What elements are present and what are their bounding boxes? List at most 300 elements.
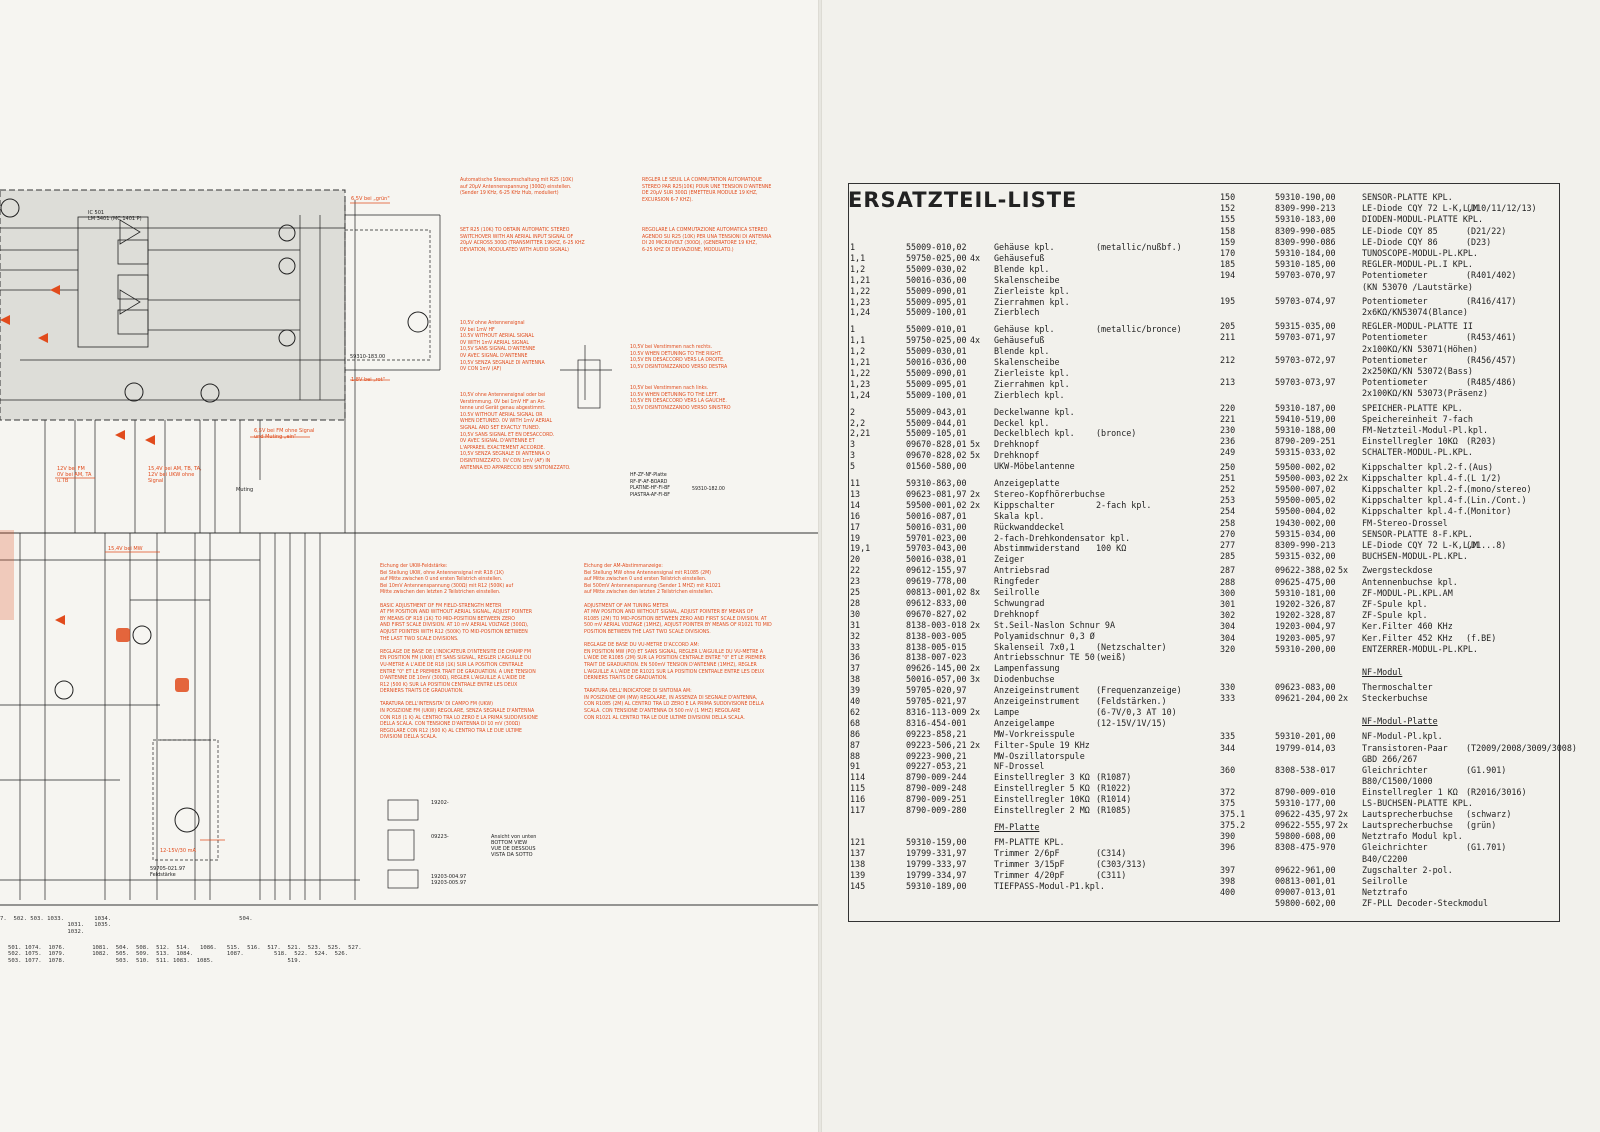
parts-pos: 121 [850,836,866,847]
parts-pos: 88 [850,750,861,761]
parts-pos: 1,22 [850,285,871,296]
parts-pos: 139 [850,869,866,880]
parts-qty: 2x [970,488,981,499]
parts-name: Kippschalter kpl.2-f.(Aus) [1362,461,1494,472]
parts-qty: 2x [1338,809,1349,820]
note-detune-right: 10,5V bei Verstimmen nach rechts. 10.5V WHEN DETUNING TO THE RIGHT. 10,5V EN DESACCORD VERS LA DROITE. 10,5V DISINTONIZZANDO VERSO DESTRA [630,344,728,370]
parts-name: Steckerbuchse [1362,693,1428,704]
parts-nr: 8138-003-018 [906,619,967,630]
parts-pos: 11 [850,478,861,488]
part-19203: 19203-004.97 19203-005.97 [431,874,467,886]
parts-nr: 55009-043,01 [906,406,967,417]
parts-pos: 28 [850,597,861,608]
parts-name: Anzeigeinstrument [994,696,1080,706]
parts-name: Netztrafo Modul kpl. [1362,831,1463,842]
note-en-stereo: SET R25 (10K) TO OBTAIN AUTOMATIC STEREO SWITCHOVER WITH AN AERIAL INPUT SIGNAL OF 20µV ACROSS 300Ω (TRANSMITTER 19KHZ, 6-25 KHZ DEVIATION, MODULATED WITH AUDIO SIGNAL) [460,227,585,253]
parts-name: Zierrahmen kpl. [994,378,1070,389]
parts-name: Thermoschalter [1362,682,1433,692]
parts-nr: 8790-009-251 [906,794,967,805]
parts-note: (L 1/2) [1466,472,1502,483]
parts-nr: 19203-004,97 [1275,621,1336,632]
parts-pos: 114 [850,772,866,783]
parts-qty: 5x [1338,565,1349,576]
parts-pos: 23 [850,576,861,587]
parts-nr: 19202-328,87 [1275,610,1336,621]
parts-pos: 137 [850,847,866,858]
parts-pos: 372 [1220,786,1236,797]
parts-pos: 158 [1220,225,1236,236]
parts-nr: 55009-044,01 [906,417,967,428]
parts-note: (R401/402) [1466,270,1517,281]
parts-name: DIODEN-MODUL-PLATTE KPL. [1362,214,1484,225]
parts-pos: 115 [850,783,866,794]
parts-nr: 59310-188,00 [1275,425,1336,435]
parts-pos: 330 [1220,682,1236,692]
parts-nr: 8309-990-213 [1275,540,1336,550]
parts-name: REGLER-MODUL-PL.I KPL. [1362,259,1473,270]
parts-pos: 390 [1220,831,1236,842]
parts-nr: 55009-105,01 [906,428,967,439]
parts-pos: 236 [1220,436,1236,447]
parts-name: Anzeigeplatte [994,478,1060,488]
parts-pos: 39 [850,685,861,696]
parts-nr: 59701-023,00 [906,532,967,543]
parts-note: (bronce) [1096,428,1137,439]
parts-pos: 1,2 [850,263,866,274]
parts-pos: 221 [1220,413,1236,424]
parts-nr: 09623-083,00 [1275,682,1336,692]
parts-name: Gehäusefuß [994,252,1045,263]
parts-nr: 55009-095,01 [906,296,967,307]
part-19202: 19202- [431,800,449,806]
parts-pos: 360 [1220,764,1236,775]
parts-pos: 1,24 [850,307,871,318]
parts-note: (metallic/bronce) [1096,324,1182,335]
label-65v-fm: 6,5V bei FM ohne Signal und Muting „ein" [254,428,315,440]
parts-pos: 277 [1220,540,1236,550]
parts-nr: 55009-030,01 [906,346,967,357]
parts-pos: 91 [850,761,861,772]
parts-nr: 09223-506,21 [906,739,967,750]
parts-pos: 117 [850,805,866,815]
section-heading: NF-Modul-Platte [1362,716,1438,727]
meter-number: 59705-021.97 Feldstärke [150,866,186,878]
parts-note: (12-15V/1V/15) [1096,717,1167,728]
parts-name: Einstellregler 1 KΩ [1362,786,1458,797]
parts-pos: 36 [850,652,861,663]
parts-pos: 397 [1220,864,1236,875]
parts-name: Potentiometer [1362,270,1428,281]
parts-qty: 2x [970,619,981,630]
parts-pos: 230 [1220,425,1236,435]
note-signal-1: 10,5V ohne Antennensignal 0V bei 1mV HF 10.5V WITHOUT AERIAL SIGNAL 0V WITH 1mV AERIAL SIGNAL 10,5V SANS SIGNAL D'ANTENNE 0V AVEC SIGNAL D'ANTENNE 10,5V SENZA SEGNALE DI ANTENNA 0V CON 1mV (AF) [460,320,545,373]
parts-pos: 398 [1220,875,1236,886]
parts-pos: 2 [850,406,856,417]
parts-name: REGLER-MODUL-PLATTE II [1362,321,1473,332]
parts-pos: 1,1 [850,252,866,263]
parts-qty: 5x [970,450,981,461]
parts-name: GBD 266/267 [1362,753,1418,764]
parts-nr: 8790-209-251 [1275,436,1336,447]
parts-name: NF-Drossel [994,761,1045,772]
parts-pos: 5 [850,461,856,472]
parts-pos: 25 [850,587,861,597]
parts-pos: 375 [1220,798,1236,808]
parts-pos: 31 [850,619,861,630]
parts-pos: 302 [1220,610,1236,621]
parts-name: Deckelblech kpl. [994,428,1075,439]
parts-pos: 285 [1220,551,1236,562]
parts-pos: 87 [850,739,861,750]
parts-name: Netztrafo [1362,886,1408,897]
parts-qty: 2x [1338,693,1349,704]
parts-pos: 1,1 [850,335,866,346]
parts-name: Blende kpl. [994,346,1050,357]
parts-pos: 32 [850,630,861,641]
parts-pos: 40 [850,696,861,706]
parts-qty: 2x [970,663,981,674]
meter-label: 12-15V/30 mA [160,848,196,854]
parts-pos: 155 [1220,214,1236,225]
parts-pos: 220 [1220,402,1236,413]
parts-pos: 116 [850,794,866,805]
parts-pos: 400 [1220,886,1236,897]
parts-name: ZF-Spule kpl. [1362,610,1428,621]
parts-name: Zeiger [994,554,1025,565]
parts-nr: 55009-095,01 [906,378,967,389]
parts-nr: 55009-090,01 [906,367,967,378]
parts-nr: 09622-388,02 [1275,565,1336,576]
parts-nr: 59310-177,00 [1275,798,1336,808]
parts-pos: 396 [1220,842,1236,853]
parts-pos: 19 [850,532,861,543]
parts-name: Potentiometer [1362,354,1428,365]
parts-pos: 150 [1220,192,1236,202]
parts-note: (D23) [1466,236,1492,247]
parts-nr: 50016-087,01 [906,510,967,521]
parts-nr: 19430-002,00 [1275,517,1336,528]
parts-nr: 50016-036,00 [906,274,967,285]
parts-pos: 1,21 [850,274,871,285]
parts-nr: 8790-009-280 [906,805,967,815]
parts-nr: 59310-201,00 [1275,731,1336,742]
parts-nr: 59703-073,97 [1275,377,1336,388]
parts-nr: 59500-003,02 [1275,472,1336,483]
parts-nr: 55009-100,01 [906,389,967,400]
parts-note: 2-fach kpl. [1096,499,1152,510]
parts-name: Schwungrad [994,597,1045,608]
parts-pos: 251 [1220,472,1236,483]
parts-note: (R2016/3016) [1466,786,1527,797]
parts-qty: 2x [970,739,981,750]
parts-pos: 333 [1220,693,1236,704]
parts-nr: 09612-155,97 [906,565,967,576]
parts-name: LE-Diode CQY 72 L-K,L,M [1362,203,1478,214]
parts-nr: 00813-001,02 [906,587,967,597]
parts-nr: 8138-007-023 [906,652,967,663]
parts-name: SENSOR-PLATTE 8-F.KPL. [1362,528,1473,539]
label-12v-fm: 12V bei FM 0V bei AM, TA u.TB [57,466,92,484]
parts-name: Potentiometer [1362,295,1428,306]
parts-qty: 4x [970,335,981,346]
parts-pos: 375.2 [1220,820,1246,831]
parts-name: Ker.Filter 460 KHz [1362,621,1453,632]
parts-nr: 59310-863,00 [906,478,967,488]
parts-name: Potentiometer [1362,377,1428,388]
parts-nr: 55009-090,01 [906,285,967,296]
parts-nr: 59703-043,00 [906,543,967,554]
parts-pos: 300 [1220,587,1236,598]
parts-nr: 59800-608,00 [1275,831,1336,842]
parts-pos: 1,23 [850,296,871,307]
parts-nr: 19799-331,97 [906,847,967,858]
parts-name: Trimmer 3/15pF [994,858,1065,869]
parts-note: (D1...8) [1466,540,1507,550]
parts-pos: 22 [850,565,861,576]
parts-pos: 1,23 [850,378,871,389]
parts-nr: 59310-183,00 [1275,214,1336,225]
parts-pos: 287 [1220,565,1236,576]
parts-name: LE-Diode CQY 85 [1362,225,1438,236]
parts-pos: 19,1 [850,543,871,554]
parts-nr: 59500-004,02 [1275,506,1336,517]
note-signal-2: 10,5V ohne Antennensignal oder bei Verstimmung. 0V bei 1mV HF an An- tenne und Gerät genau abgestimmt. 10.5V WITHOUT AERIAL SIGNAL OR WHEN DETUNED. 0V WITH 1mV AERIAL SIGNAL AND SET EXACTLY TUNED. 10,5V SANS SIGNAL ET EN DESACCORD. 0V AVEC SIGNAL D'ANTENNE ET L'APPAREIL EXACTEMENT ACCORDE. 10,5V SENZA SEGNALE DI ANTENNA O DISINTONIZZATO. 0V CON 1mV (AF) IN ANTENNA ED APPARECCIO BEN SINTONIZZATO. [460,392,571,471]
parts-nr: 09623-081,97 [906,488,967,499]
parts-pos: 1,24 [850,389,871,400]
note-de-stereo: Automatische Stereoumschaltung mit R25 (10K) auf 20µV Antennenspannung (300Ω) einstellen. (Sender 19 KHz, 6-25 KHz Hub, moduliert) [460,177,574,197]
parts-name: Speichereinheit 7-fach [1362,413,1473,424]
parts-name: Drehknopf [994,450,1040,461]
parts-nr: 59310-184,00 [1275,248,1336,258]
parts-name: Skala kpl. [994,510,1045,521]
parts-note: (weiß) [1096,652,1127,663]
parts-nr: 8138-005-015 [906,641,967,652]
parts-pos: 86 [850,728,861,739]
parts-name: Polyamidschnur 0,3 Ø [994,630,1095,641]
parts-nr: 59315-034,00 [1275,528,1336,539]
parts-note: (R1022) [1096,783,1132,794]
parts-list-title: ERSATZTEIL-LISTE [848,188,1078,212]
parts-name: Rückwanddeckel [994,521,1065,532]
parts-pos: 16 [850,510,861,521]
parts-name: Skalenscheibe [994,357,1060,367]
parts-pos: 3 [850,439,856,450]
parts-nr: 59750-025,00 [906,252,967,263]
parts-nr: 50016-031,00 [906,521,967,532]
parts-note: (mono/stereo) [1466,484,1532,494]
parts-name: ZF-MODUL-PL.KPL.AM [1362,587,1453,598]
parts-name: TIEFPASS-Modul-P1.kpl. [994,880,1105,891]
parts-nr: 59315-033,02 [1275,447,1336,458]
parts-name: Einstellregler 10KΩ [994,794,1090,805]
parts-note: (D10/11/12/13) [1466,203,1537,214]
parts-name: FM-PLATTE KPL. [994,836,1065,847]
parts-name: Stereo-Kopfhörerbuchse [994,488,1105,499]
parts-nr: 8790-009-248 [906,783,967,794]
ic-shaded-area [0,190,345,420]
parts-name: Gehäuse kpl. [994,242,1055,252]
parts-note: (R456/457) [1466,354,1517,365]
parts-nr: 8316-454-001 [906,717,967,728]
parts-name: SCHALTER-MODUL-PL.KPL. [1362,447,1473,458]
parts-pos: 195 [1220,295,1236,306]
parts-name: Zierblech kpl. [994,389,1065,400]
parts-pos: 249 [1220,447,1236,458]
parts-name: Einstellregler 5 KΩ [994,783,1090,794]
parts-name: ENTZERRER-MODUL-PL.KPL. [1362,643,1478,654]
parts-note: (Monitor) [1466,506,1512,517]
parts-pos: 270 [1220,528,1236,539]
parts-nr: 09622-435,97 [1275,809,1336,820]
parts-nr: 59703-072,97 [1275,354,1336,365]
section-heading: FM-Platte [994,821,1040,832]
parts-pos: 17 [850,521,861,532]
parts-name: 2x6KΩ/KN53074(Blance) [1362,307,1468,317]
parts-nr: 8309-990-086 [1275,236,1336,247]
note-detune-left: 10,5V bei Verstimmen nach links. 10.5V WHEN DETUNING TO THE LEFT. 10,5V EN DESACCORD VERS LA GAUCHE. 10,5V DISINTONIZZANDO VERSO SINISTRO [630,385,731,411]
parts-nr: 50016-057,00 [906,674,967,685]
parts-pos: 213 [1220,377,1236,388]
parts-nr: 19202-326,87 [1275,599,1336,609]
parts-note: (C314) [1096,847,1127,858]
parts-name: LE-Diode CQY 72 L-K,L,M [1362,540,1478,550]
parts-name: Gehäuse kpl. [994,324,1055,335]
parts-pos: 145 [850,880,866,891]
label-154v-mw: 15,4V bei MW [108,546,143,552]
parts-nr: 59703-071,97 [1275,332,1336,343]
parts-name: SENSOR-PLATTE KPL. [1362,192,1453,202]
parts-note: (R1087) [1096,772,1132,783]
label-muting: Muting [236,487,254,493]
parts-name: Transistoren-Paar [1362,742,1448,753]
parts-qty: 2x [970,706,981,717]
parts-pos: 253 [1220,495,1236,506]
parts-name: BUCHSEN-MODUL-PL.KPL. [1362,551,1468,562]
parts-pos: 152 [1220,203,1236,214]
parts-pos: 375.1 [1220,809,1246,820]
parts-note: 100 KΩ [1096,543,1127,554]
parts-pos: 335 [1220,731,1236,742]
parts-note: (Feldstärken.) [1096,696,1167,706]
parts-note: (Frequenzanzeige) [1096,685,1182,696]
parts-name: Drehknopf [994,608,1040,619]
parts-name: Zierblech [994,307,1040,318]
parts-name: Zierleiste kpl. [994,285,1070,296]
bottom-refs-1: 7. 502. 503. 1033. 1034. 504. 1031. 1035. 1032. [0,916,253,935]
parts-name: B80/C1500/1000 [1362,775,1433,786]
parts-pos: 37 [850,663,861,674]
parts-pos: 30 [850,608,861,619]
parts-nr: 8790-009-244 [906,772,967,783]
parts-name: St.Seil-Naslon Schnur 9A [994,619,1116,630]
parts-nr: 09007-013,01 [1275,886,1336,897]
parts-nr: 59310-181,00 [1275,587,1336,598]
parts-nr: 01560-580,00 [906,461,967,472]
parts-name: Trimmer 2/6pF [994,847,1060,858]
parts-nr: 59310-187,00 [1275,402,1336,413]
parts-pos: 205 [1220,321,1236,332]
parts-name: ZF-PLL Decoder-Steckmodul [1362,897,1489,908]
parts-name: Deckelwanne kpl. [994,406,1075,417]
parts-note: (R203) [1466,436,1497,447]
parts-name: 2-fach-Drehkondensator kpl. [994,532,1131,543]
parts-name: Blende kpl. [994,263,1050,274]
parts-nr: 55009-010,01 [906,324,967,335]
parts-nr: 59310-189,00 [906,880,967,891]
parts-note: (R453/461) [1466,332,1517,343]
parts-pos: 320 [1220,643,1236,654]
parts-qty: 3x [970,674,981,685]
parts-nr: 59500-005,02 [1275,495,1336,506]
parts-name: Anzeigelampe [994,717,1055,728]
parts-nr: 59500-002,02 [1275,461,1336,472]
parts-note: (f.BE) [1466,632,1497,643]
parts-nr: 59705-020,97 [906,685,967,696]
label-154v-am: 15,4V bei AM, TB, TA, 12V bei UKW ohne Signal [148,466,202,484]
parts-pos: 250 [1220,461,1236,472]
parts-pos: 212 [1220,354,1236,365]
parts-note: (G1.901) [1466,764,1507,775]
parts-note: (G1.701) [1466,842,1507,853]
parts-pos: 258 [1220,517,1236,528]
parts-pos: 252 [1220,484,1236,494]
parts-note: (D21/22) [1466,225,1507,236]
bottom-view-label: Ansicht von unten BOTTOM VIEW VUE DE DESSOUS VISTA DA SOTTO [491,834,537,858]
parts-pos: 254 [1220,506,1236,517]
parts-pos: 185 [1220,259,1236,270]
parts-qty: 4x [970,252,981,263]
parts-nr: 59310-190,00 [1275,192,1336,202]
parts-pos: 138 [850,858,866,869]
parts-nr: 09223-858,21 [906,728,967,739]
parts-name: Zierrahmen kpl. [994,296,1070,307]
parts-note: (Lin./Cont.) [1466,495,1527,506]
parts-pos: 170 [1220,248,1236,258]
parts-name: Einstellregler 10KΩ [1362,436,1458,447]
parts-name: Skalenscheibe [994,274,1060,285]
parts-note: (C311) [1096,869,1127,880]
parts-nr: 55009-030,02 [906,263,967,274]
parts-name: Einstellregler 2 MΩ [994,805,1090,815]
parts-pos: 33 [850,641,861,652]
parts-name: Kippschalter kpl.2-f. [1362,484,1468,494]
parts-name: ZF-Spule kpl. [1362,599,1428,609]
note-am-meter: Eichung der AM-Abstimmanzeige: Bei Stellung MW ohne Antennensignal mit R1085 (2M) auf Mitte zwischen 0 und ersten Teilstrich einstellen. Bei 500mV Antennenspannung (Sender 1 MHZ) mit R1021 auf Mitte zwischen den letzten 2 Teilstrichen einstellen. ADJUSTMENT OF AM TUNING METER AT MW POSITION AND WITHOUT SIGNAL, ADJUST POINTER BY MEANS OF R1085 (2M) TO MID-POSITION BETWEEN ZERO AND FIRST SCALE DIVISION. AT 500 mV AERIAL VOLTAGE (1MHZ), ADJUST POINTER BY MEANS OF R1021 TO MID POSITION BETWEEN THE LAST TWO SCALE DIVISIONS. REGLAGE DE BASE DU VU-METRE D'ACCORD AM: EN POSITION MW (PO) ET SANS SIGNAL, REGLER L'AIGUILLE DU VU-METRE A L'AIDE DE R1085 (2M) SUR LA POSITION CENTRALE ENTRE "0" ET LE PREMIER TRAIT DE GRADUATION. EN 500mV TENSION D'ANTENNE (1MHZ), REGLER L'AIGUILLE A L'AIDE DE R1021 SUR LA POSITION CENTRALE ENTRE LES DEUX DERNIERS TRAITS DE GRADUATION. TARATURA DELL'INDICATORE DI SINTONIA AM: IN POSIZIONE OM (MW) REGOLARE, IN ASSENZA DI SEGNALE D'ANTENNA, CON R1085 (2M) AL CENTRO TRA LO ZERO E LA PRIMA SUDDIVISIONE DELLA SCALA. CON TENSIONE D'ANTENNA DI 500 mV (1 MHZ) REGOLARE CON R1021 AL CENTRO TRA LE DUE ULTIME DIVISIONI DELLA SCALA. [584,563,772,721]
parts-name: Kippschalter kpl.4-f. [1362,495,1468,506]
parts-name: Zwergsteckdose [1362,565,1433,576]
parts-name: Lampenfassung [994,663,1060,674]
parts-pos: 3 [850,450,856,461]
parts-qty: 5x [970,439,981,450]
parts-pos: 159 [1220,236,1236,247]
parts-pos: 304 [1220,621,1236,632]
parts-name: Ringfeder [994,576,1040,587]
ic-label: IC 501 LM 3401 (MC 1401 P) [88,210,142,222]
parts-nr: 59703-074,97 [1275,295,1336,306]
parts-nr: 8309-990-213 [1275,203,1336,214]
parts-note: (R1014) [1096,794,1132,805]
parts-note: (R1085) [1096,805,1132,815]
parts-pos: 13 [850,488,861,499]
parts-nr: 19799-014,03 [1275,742,1336,753]
parts-nr: 09622-555,97 [1275,820,1336,831]
parts-qty: 2x [1338,472,1349,483]
parts-name: Ker.Filter 452 KHz [1362,632,1453,643]
parts-name: Zierleiste kpl. [994,367,1070,378]
parts-nr: 55009-010,02 [906,242,967,252]
parts-nr: 19203-005,97 [1275,632,1336,643]
parts-nr: 8309-990-085 [1275,225,1336,236]
